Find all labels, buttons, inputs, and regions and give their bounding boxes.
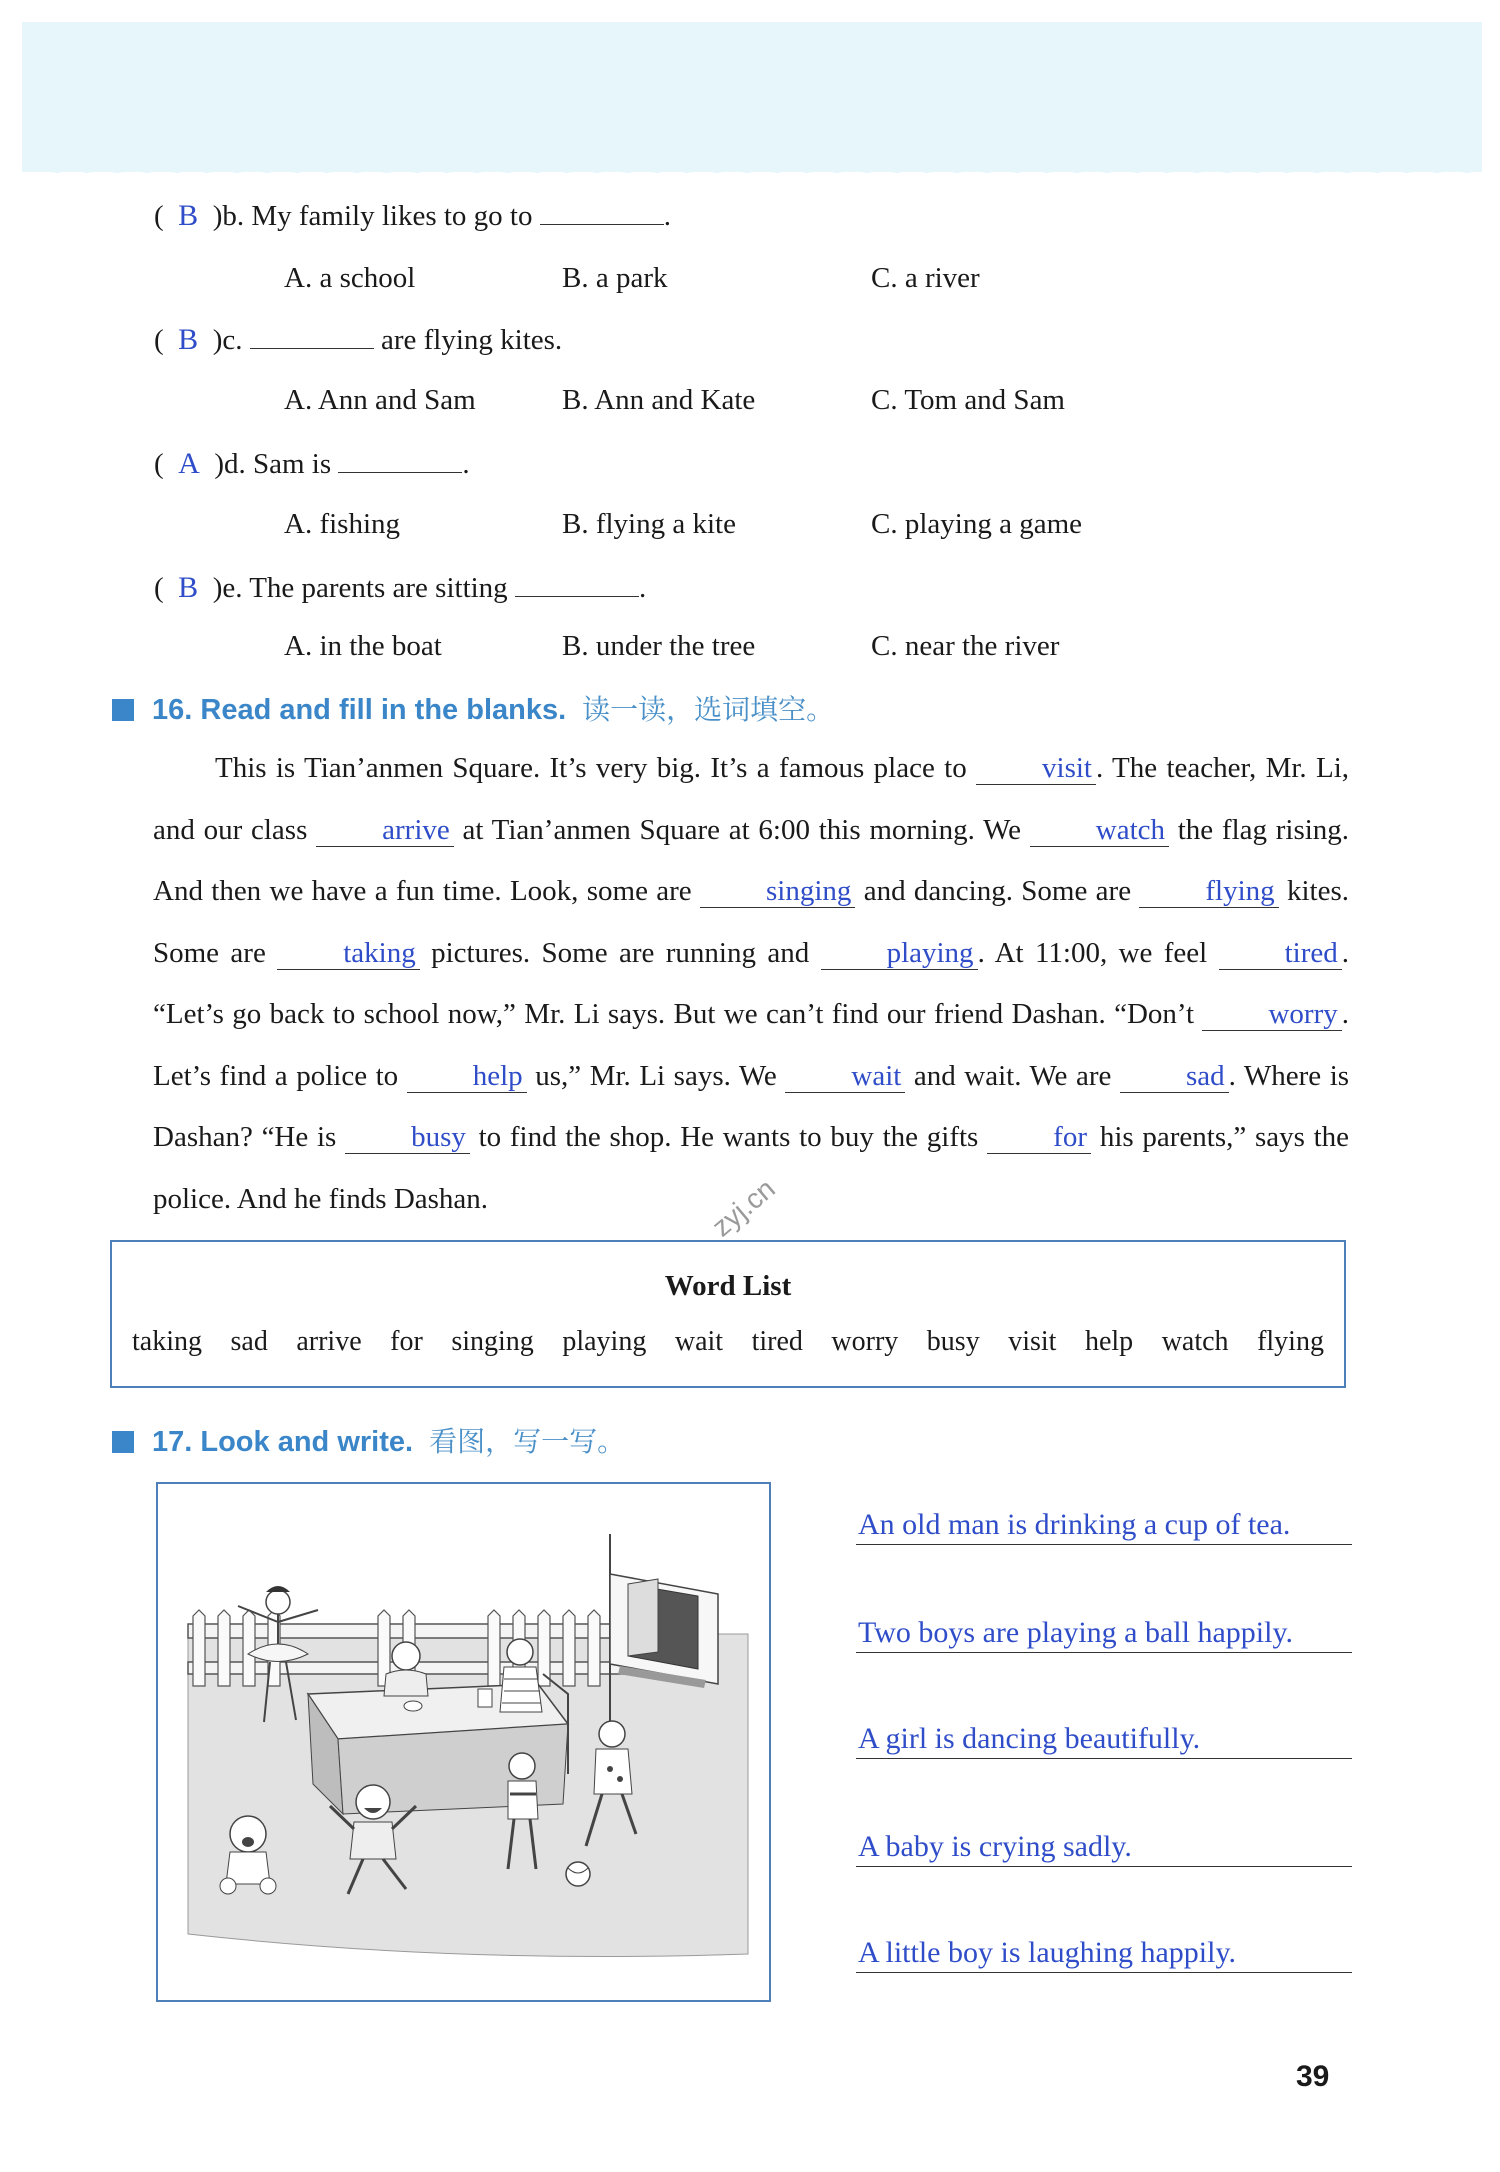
fill-answer: playing: [821, 937, 978, 970]
option-c-c: C. Tom and Sam: [871, 384, 1065, 416]
section-16-heading: 16. Read and fill in the blanks. 读一读，选词填空。: [112, 688, 834, 728]
fill-answer: singing: [700, 875, 855, 908]
word: busy: [926, 1326, 980, 1357]
fill-answer: taking: [277, 937, 420, 970]
fill-answer: wait: [785, 1060, 905, 1093]
write-answer-2: Two boys are playing a ball happily.: [856, 1614, 1352, 1653]
option-c-a: A. Ann and Sam: [284, 384, 476, 416]
write-answer-5: A little boy is laughing happily.: [856, 1934, 1352, 1973]
wave-edge: [22, 156, 1482, 186]
option-c-b: B. Ann and Kate: [562, 384, 756, 416]
fill-answer: tired: [1219, 937, 1342, 970]
section-marker-icon: [112, 1431, 134, 1453]
word: help: [1084, 1326, 1134, 1357]
answer-d: A: [178, 447, 200, 480]
word: flying: [1257, 1326, 1324, 1357]
option-e-b: B. under the tree: [562, 630, 756, 662]
option-b-b: B. a park: [562, 262, 668, 294]
write-answer-3: A girl is dancing beautifully.: [856, 1720, 1352, 1759]
question-d: ( A )d. Sam is .: [154, 447, 470, 480]
option-b-a: A. a school: [284, 262, 416, 294]
fill-answer: visit: [976, 752, 1096, 785]
fill-answer: for: [987, 1121, 1091, 1154]
fill-answer: worry: [1202, 998, 1341, 1031]
yard-scene-illustration: [158, 1484, 769, 2000]
word: for: [390, 1326, 423, 1357]
option-e-a: A. in the boat: [284, 630, 442, 662]
section-16-passage: This is Tian’anmen Square. It’s very big. It’s a famous place to visit . The teacher, Mr. Li, and our class arrive at Tian’anmen Square at 6:00 this morning. We watch the flag rising. And then we have a fun time. Look, some are singing and dancing. Some are flying kites. Some are taking pictures. Some are running and playing . At 11:00, we feel tired . “Let’s go back to school now,” Mr. Li says. But we can’t find our friend Dashan. “Don’t worry . Let’s find a police to help us,” Mr. Li says. We wait and wait. We are sad . Where is Dashan? “He is busy to find the shop. He wants to buy the gifts for his parents,” says the police. And he finds Dashan.: [153, 752, 1350, 1215]
page-header-band: [22, 22, 1482, 172]
question-e: ( B )e. The parents are sitting .: [154, 571, 647, 604]
word: singing: [451, 1326, 534, 1357]
word: arrive: [296, 1326, 362, 1357]
blank: [338, 446, 462, 473]
question-c: ( B )c. are flying kites.: [154, 323, 563, 356]
page-number: 39: [1296, 2060, 1330, 2093]
option-d-c: C. playing a game: [871, 508, 1083, 540]
answer-c: B: [178, 323, 199, 356]
fill-answer: help: [407, 1060, 527, 1093]
question-b: ( B )b. My family likes to go to .: [154, 199, 671, 232]
fill-answer: sad: [1120, 1060, 1229, 1093]
option-e-c: C. near the river: [871, 630, 1060, 662]
answer-b: B: [178, 199, 199, 232]
section-17-heading: 17. Look and write. 看图，写一写。: [112, 1420, 625, 1460]
word-list-title: Word List: [664, 1270, 792, 1302]
option-b-c: C. a river: [871, 262, 980, 294]
write-answer-4: A baby is crying sadly.: [856, 1828, 1352, 1867]
blank: [540, 198, 664, 225]
section-marker-icon: [112, 699, 134, 721]
fill-answer: watch: [1030, 814, 1169, 847]
fill-answer: busy: [345, 1121, 470, 1154]
blank: [515, 570, 639, 597]
blank: [250, 322, 374, 349]
answer-e: B: [178, 571, 199, 604]
word-list-words: [132, 1326, 1324, 1358]
word: visit: [1008, 1326, 1057, 1357]
watermark: zyj.cn: [706, 1172, 781, 1243]
word: playing: [562, 1326, 647, 1357]
word: worry: [831, 1326, 899, 1357]
word: watch: [1161, 1326, 1229, 1357]
word: wait: [674, 1326, 724, 1357]
word: sad: [230, 1326, 268, 1357]
word: tired: [751, 1326, 803, 1357]
word: taking: [132, 1326, 202, 1357]
fill-answer: arrive: [316, 814, 454, 847]
option-d-a: A. fishing: [284, 508, 400, 540]
scene-illustration: [156, 1482, 771, 2002]
fill-answer: flying: [1139, 875, 1278, 908]
word-list-box: [110, 1240, 1346, 1388]
write-answer-1: An old man is drinking a cup of tea.: [856, 1506, 1352, 1545]
option-d-b: B. flying a kite: [562, 508, 736, 540]
